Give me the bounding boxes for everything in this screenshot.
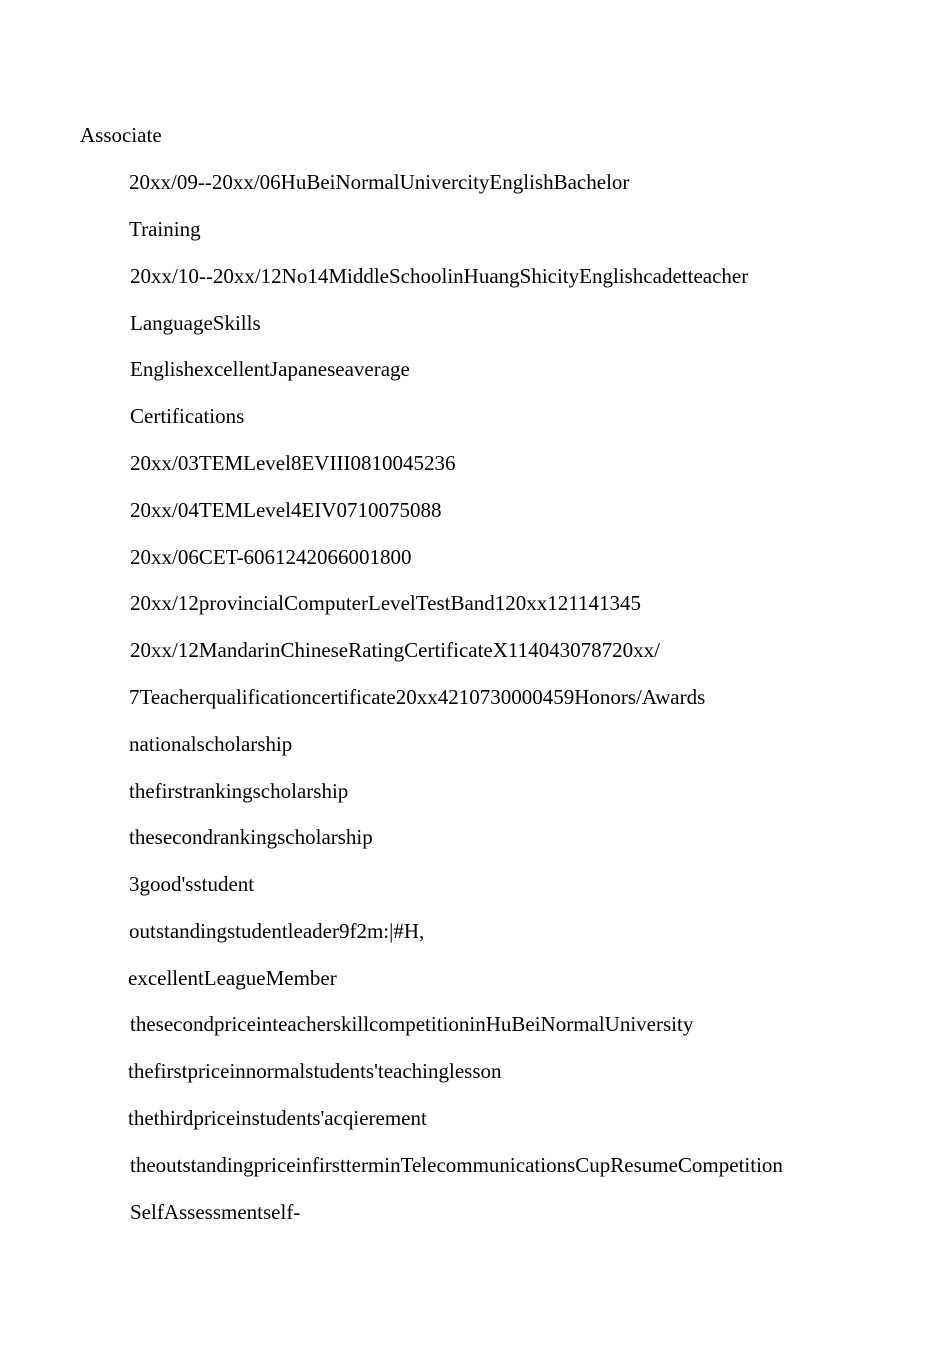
text-line: Training — [129, 217, 201, 241]
text-line: LanguageSkills — [130, 311, 261, 335]
text-line: 20xx/12provincialComputerLevelTestBand120xx121141345 — [130, 591, 642, 615]
text-line: SelfAssessmentself- — [130, 1200, 301, 1224]
text-line: 20xx/06CET-6061242066001800 — [130, 545, 412, 569]
text-line: outstandingstudentleader9f2m:|#H, — [129, 919, 425, 943]
text-line: 20xx/10--20xx/12No14MiddleSchoolinHuangShicityEnglishcadetteacher — [130, 264, 749, 288]
text-line: Certifications — [130, 404, 245, 428]
text-line: thethirdpriceinstudents'acqierement — [128, 1106, 427, 1130]
text-line: 3good'sstudent — [129, 872, 255, 896]
text-line: 20xx/12MandarinChineseRatingCertificateX114043078720xx/ — [130, 638, 660, 662]
text-line: theoutstandingpriceinfirstterminTelecommunicationsCupResumeCompetition — [130, 1153, 783, 1177]
text-line: 7Teacherqualificationcertificate20xx4210730000459Honors/Awards — [129, 685, 706, 709]
text-line: thefirstpriceinnormalstudents'teachinglesson — [128, 1059, 502, 1083]
text-line: Associate — [80, 123, 162, 147]
text-line: 20xx/09--20xx/06HuBeiNormalUnivercityEnglishBachelor — [129, 170, 630, 194]
text-line: excellentLeagueMember — [128, 966, 337, 990]
text-line: EnglishexcellentJapaneseaverage — [130, 357, 410, 381]
text-line: thefirstrankingscholarship — [129, 779, 349, 803]
text-line: thesecondrankingscholarship — [129, 825, 373, 849]
text-line: nationalscholarship — [129, 732, 293, 756]
text-line: thesecondpriceinteacherskillcompetitioninHuBeiNormalUniversity — [130, 1012, 694, 1036]
text-line: 20xx/03TEMLevel8EVIII0810045236 — [130, 451, 456, 475]
text-line: 20xx/04TEMLevel4EIV0710075088 — [130, 498, 442, 522]
